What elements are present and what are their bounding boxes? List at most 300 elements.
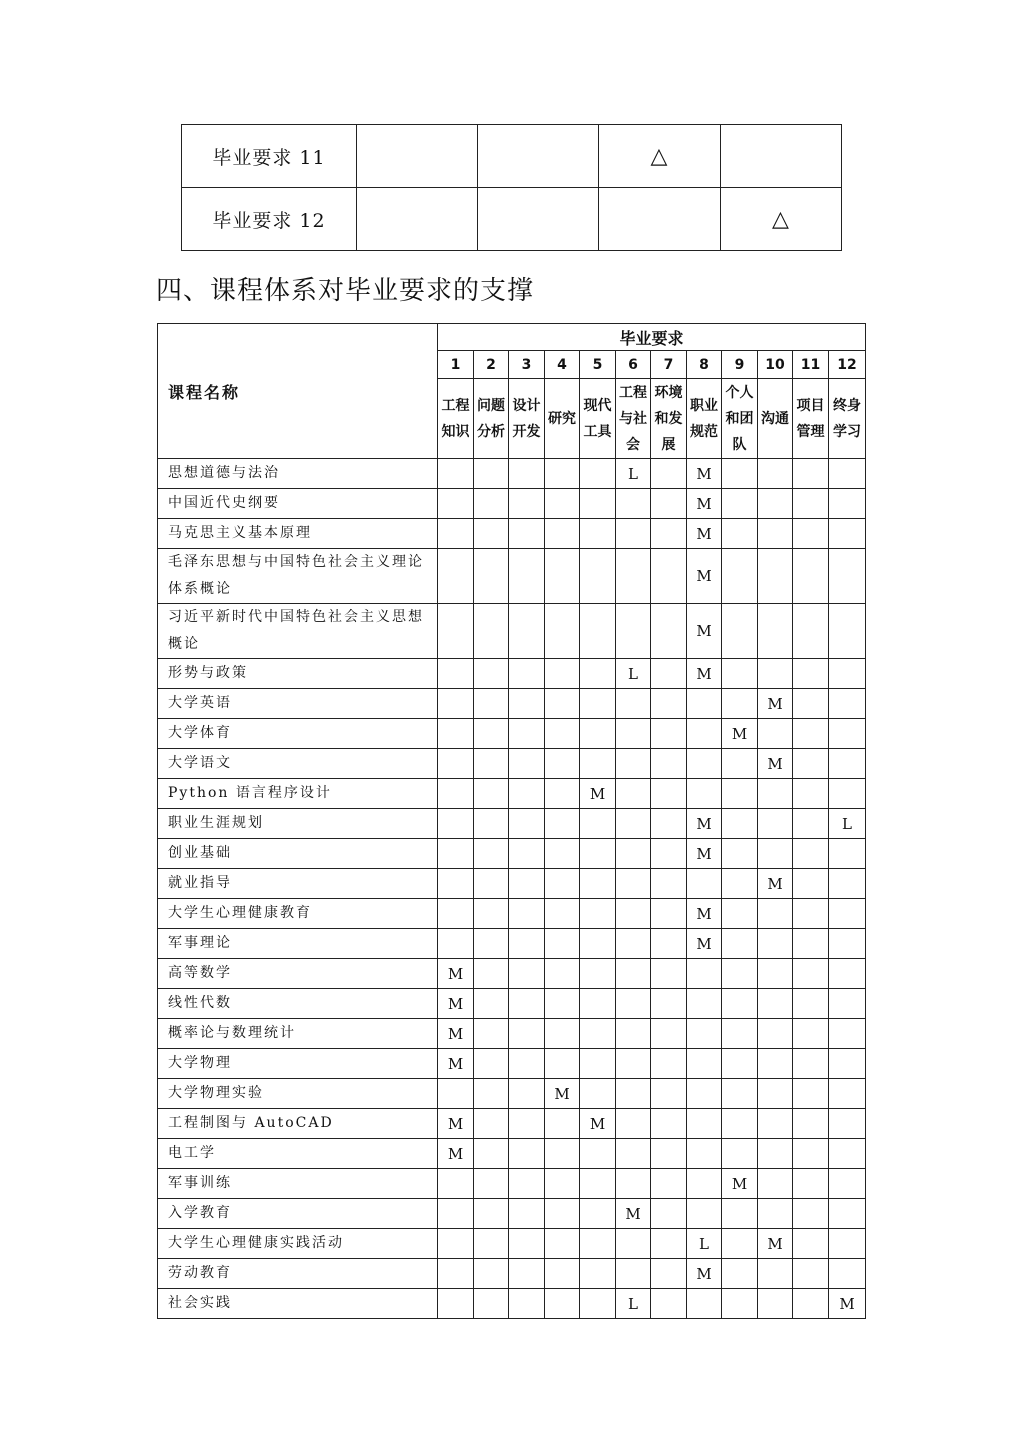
support-level-cell (474, 899, 509, 929)
support-level-cell (474, 549, 509, 604)
course-name: 职业生涯规划 (158, 809, 438, 839)
support-level-cell (509, 839, 545, 869)
support-level-cell (438, 519, 474, 549)
requirement-abbr: 环境 和发 展 (651, 379, 687, 459)
support-level-cell (651, 519, 687, 549)
support-level-cell (545, 809, 580, 839)
support-level-cell (509, 929, 545, 959)
support-level-cell (545, 959, 580, 989)
support-level-cell (616, 989, 651, 1019)
support-level-cell (758, 839, 793, 869)
support-level-cell (438, 899, 474, 929)
support-level-cell (509, 1199, 545, 1229)
course-name: 形势与政策 (158, 659, 438, 689)
support-level-cell (722, 549, 758, 604)
support-level-cell (829, 1079, 866, 1109)
support-level-cell (509, 959, 545, 989)
course-name: 大学语文 (158, 749, 438, 779)
support-level-cell (758, 659, 793, 689)
support-level-cell (758, 809, 793, 839)
support-level-cell (580, 899, 616, 929)
support-level-cell (829, 899, 866, 929)
support-level-cell (545, 839, 580, 869)
support-level-cell (651, 1169, 687, 1199)
support-level-cell (438, 719, 474, 749)
support-level-cell (580, 604, 616, 659)
support-level-cell (509, 869, 545, 899)
course-name: 中国近代史纲要 (158, 489, 438, 519)
support-level-cell (474, 1199, 509, 1229)
support-level-cell: M (438, 959, 474, 989)
support-level-cell (793, 1139, 829, 1169)
requirement-abbr: 终身 学习 (829, 379, 866, 459)
support-level-cell (509, 519, 545, 549)
support-level-cell (829, 1229, 866, 1259)
support-level-cell: M (687, 604, 722, 659)
support-level-cell (509, 809, 545, 839)
support-level-cell (438, 1289, 474, 1319)
support-level-cell (758, 489, 793, 519)
requirement-abbr: 工程 知识 (438, 379, 474, 459)
support-level-cell (722, 1019, 758, 1049)
support-level-cell (722, 1049, 758, 1079)
support-level-cell (438, 1259, 474, 1289)
support-level-cell (829, 519, 866, 549)
course-name: 高等数学 (158, 959, 438, 989)
support-level-cell (474, 809, 509, 839)
support-level-cell (793, 839, 829, 869)
support-level-cell: M (722, 1169, 758, 1199)
support-level-cell (687, 989, 722, 1019)
support-level-cell: M (829, 1289, 866, 1319)
support-level-cell (722, 1259, 758, 1289)
section-heading: 四、课程体系对毕业要求的支撑 (156, 276, 535, 306)
support-level-cell (651, 489, 687, 519)
support-level-cell (829, 749, 866, 779)
support-level-cell (651, 1049, 687, 1079)
support-level-cell (545, 1139, 580, 1169)
support-level-cell (545, 1109, 580, 1139)
support-level-cell (793, 1259, 829, 1289)
support-level-cell: M (438, 1139, 474, 1169)
support-level-cell (829, 1139, 866, 1169)
support-level-cell (474, 989, 509, 1019)
support-level-cell (474, 1139, 509, 1169)
support-level-cell: M (438, 1019, 474, 1049)
requirement-label: 毕业要求 12 (182, 188, 357, 251)
course-name: 习近平新时代中国特色社会主义思想概论 (158, 604, 438, 659)
course-row (158, 1019, 866, 1049)
support-level-cell (545, 989, 580, 1019)
support-level-cell (722, 459, 758, 489)
support-level-cell (616, 1259, 651, 1289)
support-level-cell (758, 899, 793, 929)
course-name: 入学教育 (158, 1199, 438, 1229)
support-level-cell (722, 489, 758, 519)
support-level-cell (829, 719, 866, 749)
requirement-abbr: 设计 开发 (509, 379, 545, 459)
support-level-cell (616, 1019, 651, 1049)
support-level-cell (722, 1229, 758, 1259)
support-level-cell (829, 1199, 866, 1229)
requirement-abbr: 现代 工具 (580, 379, 616, 459)
support-mark-cell (478, 188, 599, 251)
support-level-cell (687, 749, 722, 779)
support-level-cell (580, 689, 616, 719)
support-mark-cell (357, 188, 478, 251)
support-level-cell (829, 1049, 866, 1079)
support-level-cell (687, 959, 722, 989)
support-level-cell (545, 519, 580, 549)
support-level-cell (474, 1289, 509, 1319)
support-level-cell (651, 1199, 687, 1229)
course-row (158, 809, 866, 839)
support-level-cell (474, 1229, 509, 1259)
support-level-cell (793, 1199, 829, 1229)
support-level-cell (616, 1139, 651, 1169)
support-level-cell (722, 689, 758, 719)
course-name: 军事训练 (158, 1169, 438, 1199)
support-level-cell (829, 459, 866, 489)
support-level-cell (509, 1289, 545, 1319)
requirement-number: 8 (687, 351, 722, 379)
support-level-cell (545, 1049, 580, 1079)
support-level-cell (509, 1079, 545, 1109)
support-level-cell (438, 1079, 474, 1109)
graduation-requirement-table (181, 124, 842, 251)
support-level-cell (758, 1259, 793, 1289)
support-level-cell (545, 1229, 580, 1259)
support-level-cell (829, 869, 866, 899)
support-level-cell (580, 1199, 616, 1229)
support-level-cell (758, 989, 793, 1019)
support-level-cell (438, 689, 474, 719)
support-level-cell (616, 749, 651, 779)
support-level-cell (722, 959, 758, 989)
course-name: 就业指导 (158, 869, 438, 899)
support-level-cell (793, 1109, 829, 1139)
course-name: 大学生心理健康实践活动 (158, 1229, 438, 1259)
course-row (158, 1139, 866, 1169)
support-level-cell (829, 929, 866, 959)
support-level-cell (651, 1019, 687, 1049)
support-level-cell (651, 869, 687, 899)
support-level-cell (580, 749, 616, 779)
requirement-number: 1 (438, 351, 474, 379)
support-level-cell (687, 1049, 722, 1079)
support-level-cell (580, 1289, 616, 1319)
support-level-cell (474, 959, 509, 989)
support-level-cell (474, 1109, 509, 1139)
support-level-cell: M (687, 929, 722, 959)
course-row (158, 459, 866, 489)
support-level-cell (474, 459, 509, 489)
support-level-cell: M (438, 1049, 474, 1079)
graduation-requirements-header: 毕业要求 (438, 324, 866, 351)
support-level-cell (722, 899, 758, 929)
support-level-cell (793, 1229, 829, 1259)
support-level-cell (829, 779, 866, 809)
support-level-cell (545, 689, 580, 719)
support-level-cell (580, 1049, 616, 1079)
support-level-cell (616, 1109, 651, 1139)
course-name: 大学生心理健康教育 (158, 899, 438, 929)
support-level-cell (545, 929, 580, 959)
support-level-cell (651, 549, 687, 604)
support-level-cell (509, 459, 545, 489)
support-level-cell: L (687, 1229, 722, 1259)
course-row (158, 929, 866, 959)
support-level-cell: M (687, 839, 722, 869)
support-level-cell (651, 809, 687, 839)
requirement-abbr: 沟通 (758, 379, 793, 459)
support-level-cell (474, 1079, 509, 1109)
support-level-cell (509, 689, 545, 719)
course-name: 大学物理 (158, 1049, 438, 1079)
support-level-cell (758, 1169, 793, 1199)
support-level-cell (616, 839, 651, 869)
support-level-cell (580, 1229, 616, 1259)
support-level-cell: M (687, 899, 722, 929)
support-level-cell (509, 1019, 545, 1049)
support-level-cell (793, 1019, 829, 1049)
support-level-cell (438, 1199, 474, 1229)
support-level-cell: L (829, 809, 866, 839)
support-level-cell: M (687, 549, 722, 604)
course-name: 大学体育 (158, 719, 438, 749)
support-level-cell (651, 1259, 687, 1289)
course-name: 劳动教育 (158, 1259, 438, 1289)
support-level-cell (580, 869, 616, 899)
requirement-abbr: 项目 管理 (793, 379, 829, 459)
requirement-row (182, 188, 842, 251)
course-row (158, 604, 866, 659)
support-level-cell (722, 869, 758, 899)
support-mark-cell (478, 125, 599, 188)
support-level-cell (722, 1289, 758, 1319)
support-level-cell: M (580, 1109, 616, 1139)
support-level-cell (509, 749, 545, 779)
support-level-cell (545, 719, 580, 749)
support-level-cell (758, 1289, 793, 1319)
support-level-cell (474, 604, 509, 659)
requirement-number: 12 (829, 351, 866, 379)
support-level-cell (651, 459, 687, 489)
support-level-cell (687, 689, 722, 719)
course-row (158, 869, 866, 899)
course-row (158, 779, 866, 809)
support-level-cell (651, 719, 687, 749)
support-level-cell (793, 519, 829, 549)
support-level-cell (793, 899, 829, 929)
support-level-cell: M (687, 809, 722, 839)
support-level-cell (438, 749, 474, 779)
support-level-cell (651, 689, 687, 719)
support-level-cell (758, 604, 793, 659)
requirement-abbr: 问题 分析 (474, 379, 509, 459)
support-level-cell (545, 459, 580, 489)
support-mark-cell: △ (599, 125, 721, 188)
support-level-cell: M (580, 779, 616, 809)
support-level-cell (687, 779, 722, 809)
requirement-row (182, 125, 842, 188)
requirement-abbr: 个人 和团 队 (722, 379, 758, 459)
support-level-cell: L (616, 659, 651, 689)
support-level-cell (580, 719, 616, 749)
support-level-cell (438, 659, 474, 689)
support-mark-cell (357, 125, 478, 188)
course-name: 毛泽东思想与中国特色社会主义理论体系概论 (158, 549, 438, 604)
support-level-cell (793, 1049, 829, 1079)
support-level-cell (758, 1139, 793, 1169)
support-level-cell (509, 1229, 545, 1259)
support-level-cell (793, 929, 829, 959)
course-row (158, 1199, 866, 1229)
support-level-cell: M (722, 719, 758, 749)
support-level-cell (829, 1019, 866, 1049)
support-level-cell (687, 1169, 722, 1199)
support-level-cell (509, 1139, 545, 1169)
requirement-number: 11 (793, 351, 829, 379)
support-level-cell (438, 459, 474, 489)
course-row (158, 839, 866, 869)
support-level-cell (580, 809, 616, 839)
support-mark-cell (721, 125, 842, 188)
course-row (158, 749, 866, 779)
support-level-cell: M (687, 1259, 722, 1289)
course-name: 思想道德与法治 (158, 459, 438, 489)
support-level-cell: M (758, 1229, 793, 1259)
support-level-cell: L (616, 459, 651, 489)
support-level-cell (616, 1169, 651, 1199)
support-level-cell (758, 459, 793, 489)
support-level-cell (793, 809, 829, 839)
course-row (158, 1169, 866, 1199)
support-level-cell (509, 1109, 545, 1139)
support-level-cell (758, 1019, 793, 1049)
course-row (158, 489, 866, 519)
support-level-cell (580, 1139, 616, 1169)
support-level-cell (722, 604, 758, 659)
support-level-cell (722, 1079, 758, 1109)
support-level-cell: M (758, 749, 793, 779)
support-level-cell (509, 779, 545, 809)
support-level-cell (616, 489, 651, 519)
support-level-cell (722, 659, 758, 689)
course-row (158, 549, 866, 604)
support-level-cell (474, 929, 509, 959)
support-level-cell (545, 899, 580, 929)
course-row (158, 689, 866, 719)
support-level-cell (438, 779, 474, 809)
support-level-cell (722, 839, 758, 869)
requirement-number: 6 (616, 351, 651, 379)
support-level-cell (793, 1079, 829, 1109)
support-level-cell (580, 1169, 616, 1199)
support-level-cell (509, 1049, 545, 1079)
support-level-cell (687, 1109, 722, 1139)
support-level-cell (438, 929, 474, 959)
support-level-cell (758, 549, 793, 604)
support-level-cell (651, 899, 687, 929)
support-level-cell (793, 959, 829, 989)
course-name: 军事理论 (158, 929, 438, 959)
support-level-cell (580, 519, 616, 549)
requirement-number: 10 (758, 351, 793, 379)
support-level-cell (474, 1169, 509, 1199)
support-level-cell (793, 459, 829, 489)
support-level-cell (793, 549, 829, 604)
support-level-cell: M (616, 1199, 651, 1229)
support-level-cell (580, 549, 616, 604)
requirement-number: 3 (509, 351, 545, 379)
course-row (158, 659, 866, 689)
support-level-cell (545, 1289, 580, 1319)
support-level-cell (758, 1109, 793, 1139)
support-level-cell (474, 779, 509, 809)
support-level-cell (829, 489, 866, 519)
support-level-cell (580, 1019, 616, 1049)
requirement-label: 毕业要求 11 (182, 125, 357, 188)
support-level-cell (438, 1229, 474, 1259)
support-level-cell (438, 869, 474, 899)
support-level-cell (758, 719, 793, 749)
course-row (158, 1289, 866, 1319)
support-level-cell: M (438, 1109, 474, 1139)
support-level-cell (545, 1019, 580, 1049)
support-level-cell (651, 839, 687, 869)
support-level-cell (474, 519, 509, 549)
course-requirement-matrix (157, 323, 866, 1319)
support-level-cell (509, 989, 545, 1019)
support-level-cell (722, 749, 758, 779)
support-level-cell (474, 1049, 509, 1079)
support-level-cell (829, 1259, 866, 1289)
support-level-cell (438, 604, 474, 659)
support-level-cell (829, 604, 866, 659)
support-level-cell (616, 869, 651, 899)
support-level-cell: M (758, 869, 793, 899)
support-level-cell: M (438, 989, 474, 1019)
support-level-cell (545, 869, 580, 899)
support-level-cell (687, 1079, 722, 1109)
course-name: 马克思主义基本原理 (158, 519, 438, 549)
support-level-cell (758, 519, 793, 549)
course-name: 创业基础 (158, 839, 438, 869)
support-level-cell (509, 1259, 545, 1289)
support-level-cell (758, 959, 793, 989)
course-name: 工程制图与 AutoCAD (158, 1109, 438, 1139)
requirement-abbr: 工程 与社 会 (616, 379, 651, 459)
support-level-cell (651, 989, 687, 1019)
support-level-cell: M (758, 689, 793, 719)
support-level-cell (545, 604, 580, 659)
support-level-cell (580, 959, 616, 989)
support-level-cell (829, 1109, 866, 1139)
support-level-cell: L (616, 1289, 651, 1319)
support-level-cell (687, 1289, 722, 1319)
support-level-cell (474, 749, 509, 779)
support-level-cell (758, 1199, 793, 1229)
support-level-cell: M (687, 659, 722, 689)
support-level-cell (758, 779, 793, 809)
support-level-cell (793, 1169, 829, 1199)
support-level-cell (722, 779, 758, 809)
support-level-cell (651, 779, 687, 809)
support-level-cell (758, 1079, 793, 1109)
support-level-cell (793, 869, 829, 899)
support-level-cell (616, 959, 651, 989)
